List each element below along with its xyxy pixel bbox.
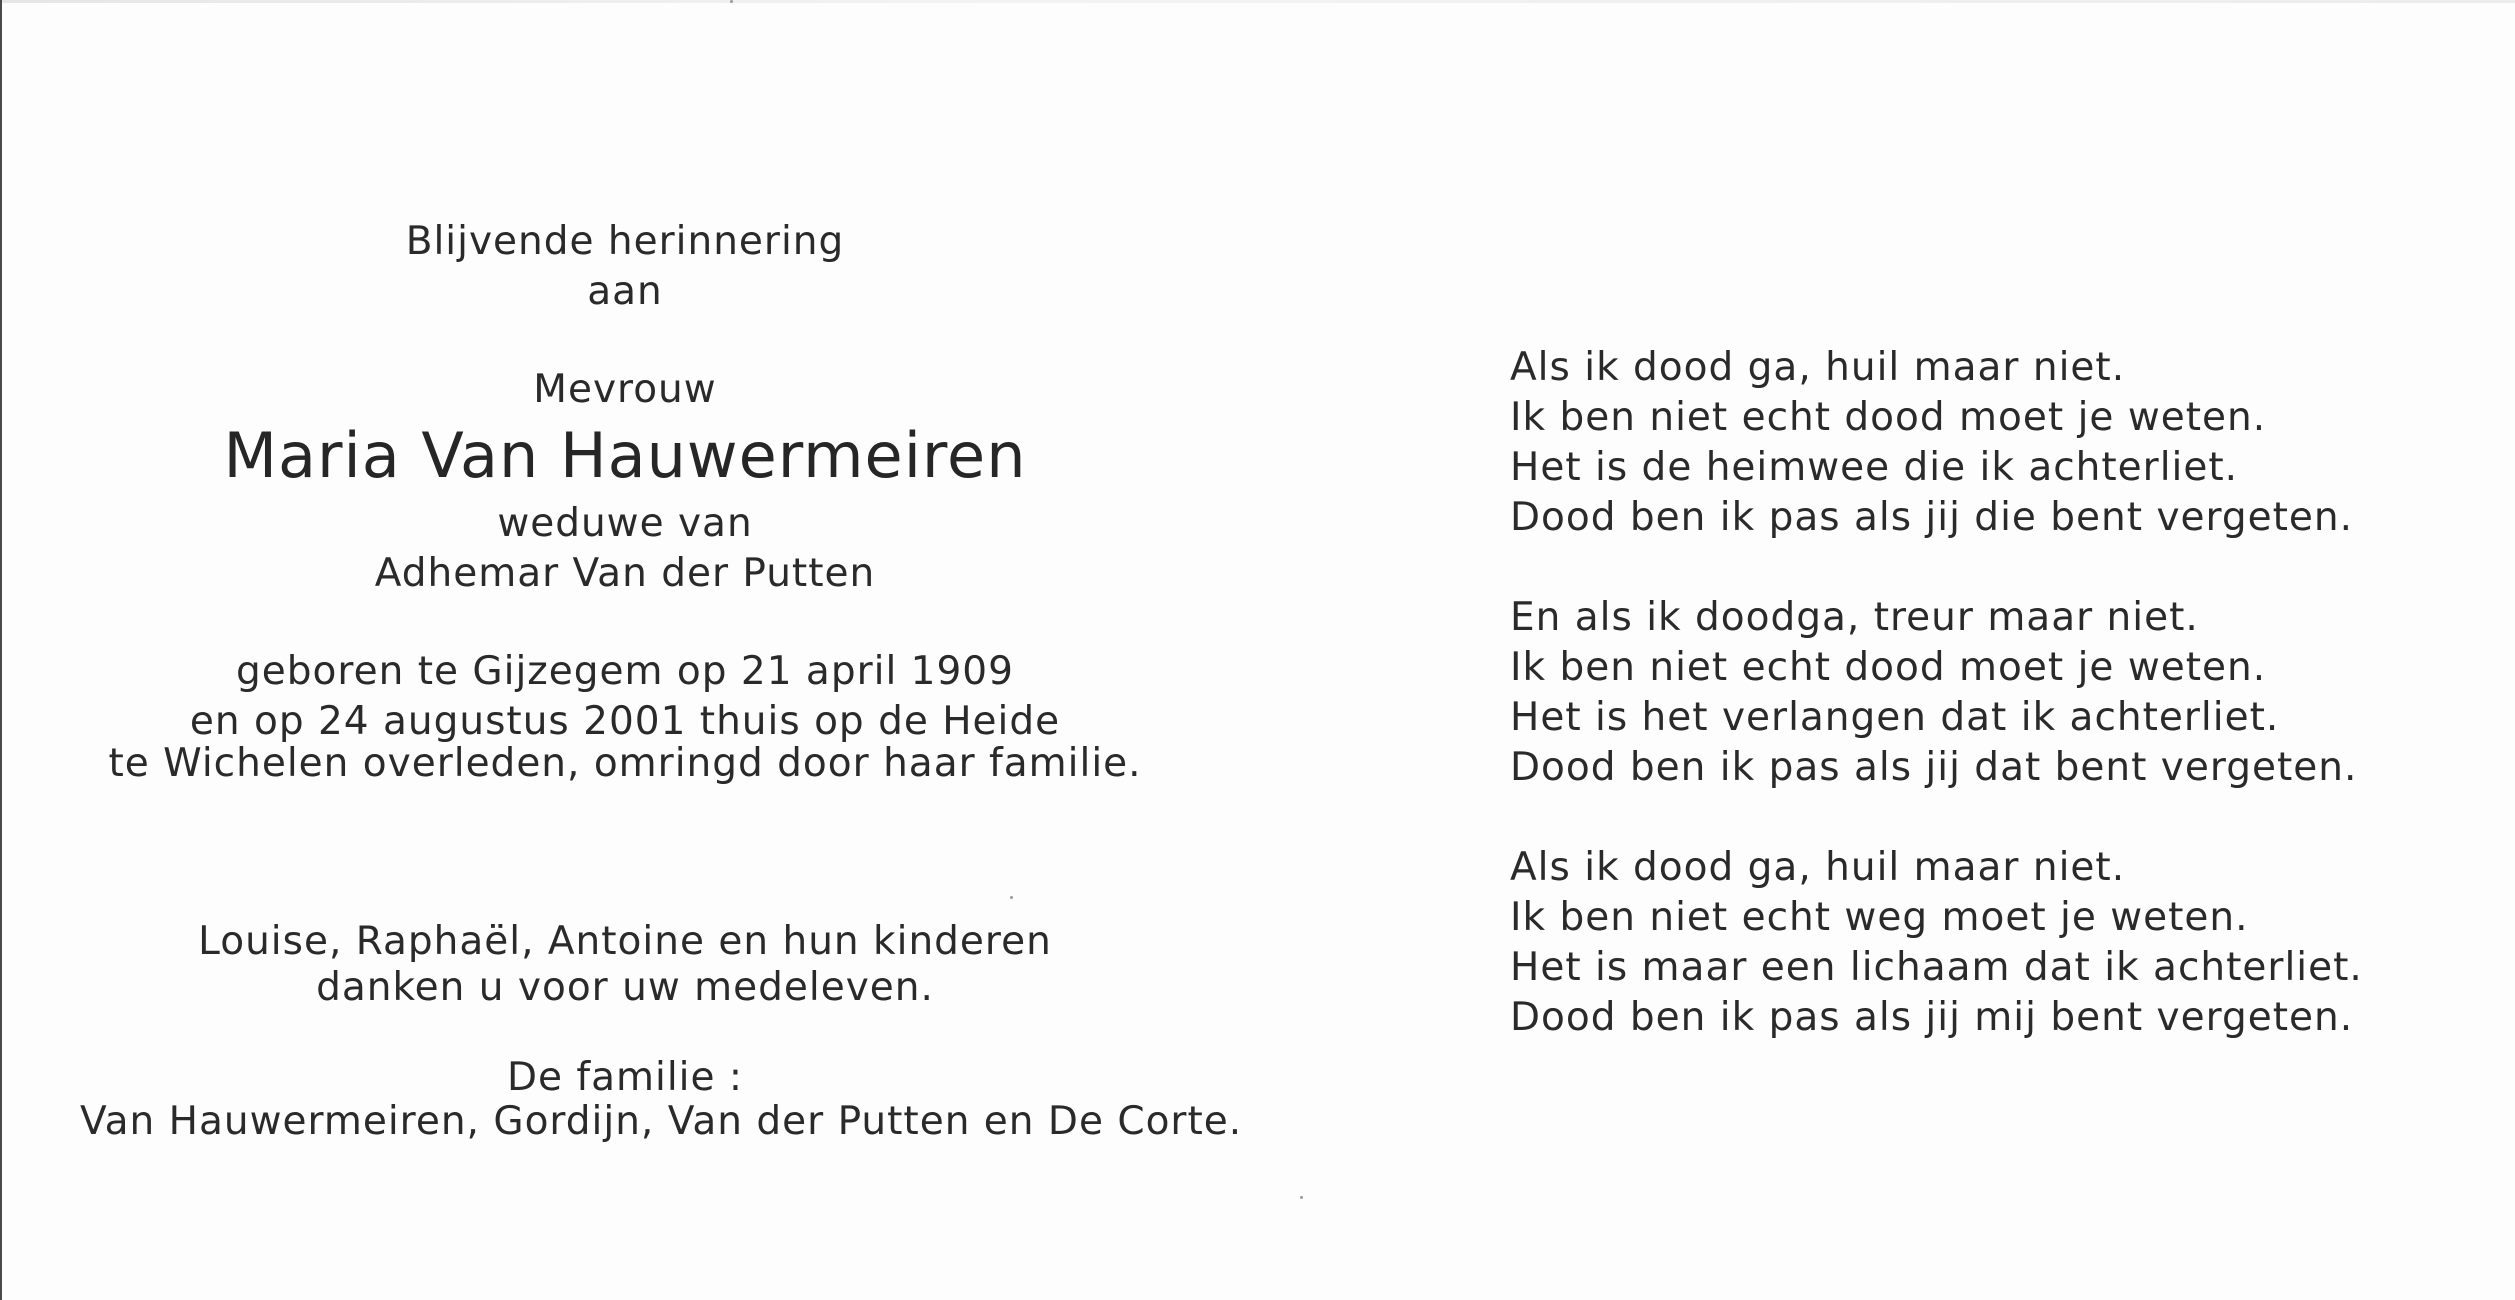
death-line: en op 24 augustus 2001 thuis op de Heide <box>189 699 1061 744</box>
left-panel <box>80 0 1243 1300</box>
poem-line: Het is het verlangen dat ik achterliet. <box>1510 695 2280 740</box>
poem-line: Het is maar een lichaam dat ik achterliet. <box>1510 945 2363 990</box>
poem-line: Ik ben niet echt dood moet je weten. <box>1510 645 2267 690</box>
spouse-name: Adhemar Van der Putten <box>374 551 876 596</box>
paper-speck <box>1300 1196 1303 1199</box>
family-label: De familie : <box>506 1055 744 1100</box>
thanks-line-2: danken u voor uw medeleven. <box>316 965 934 1010</box>
paper-speck <box>730 0 733 3</box>
poem-line: Als ik dood ga, huil maar niet. <box>1510 345 2126 390</box>
poem-line: Dood ben ik pas als jij die bent vergeten. <box>1510 495 2354 540</box>
card-left-edge <box>0 0 2 1300</box>
poem-line: Het is de heimwee die ik achterliet. <box>1510 445 2239 490</box>
poem-line: Dood ben ik pas als jij dat bent vergeten. <box>1510 745 2358 790</box>
title-mevrouw: Mevrouw <box>533 367 717 412</box>
deceased-name: Maria Van Hauwermeiren <box>223 419 1027 492</box>
heading-remembrance: Blijvende herinnering <box>405 219 845 264</box>
poem-line: Als ik dood ga, huil maar niet. <box>1510 845 2126 890</box>
heading-to: aan <box>587 269 663 314</box>
poem-panel <box>1510 0 2410 1300</box>
thanks-line-1: Louise, Raphaël, Antoine en hun kinderen <box>198 919 1052 964</box>
widow-of-label: weduwe van <box>497 501 753 546</box>
poem-line: Ik ben niet echt dood moet je weten. <box>1510 395 2267 440</box>
paper-speck <box>1010 896 1013 899</box>
birth-line: geboren te Gijzegem op 21 april 1909 <box>236 649 1014 694</box>
poem-line: Ik ben niet echt weg moet je weten. <box>1510 895 2249 940</box>
poem-line: Dood ben ik pas als jij mij bent vergeten. <box>1510 995 2354 1040</box>
death-place-line: te Wichelen overleden, omringd door haar familie. <box>108 741 1142 786</box>
poem-line: En als ik doodga, treur maar niet. <box>1510 595 2199 640</box>
family-names: Van Hauwermeiren, Gordijn, Van der Putten en De Corte. <box>80 1099 1243 1144</box>
